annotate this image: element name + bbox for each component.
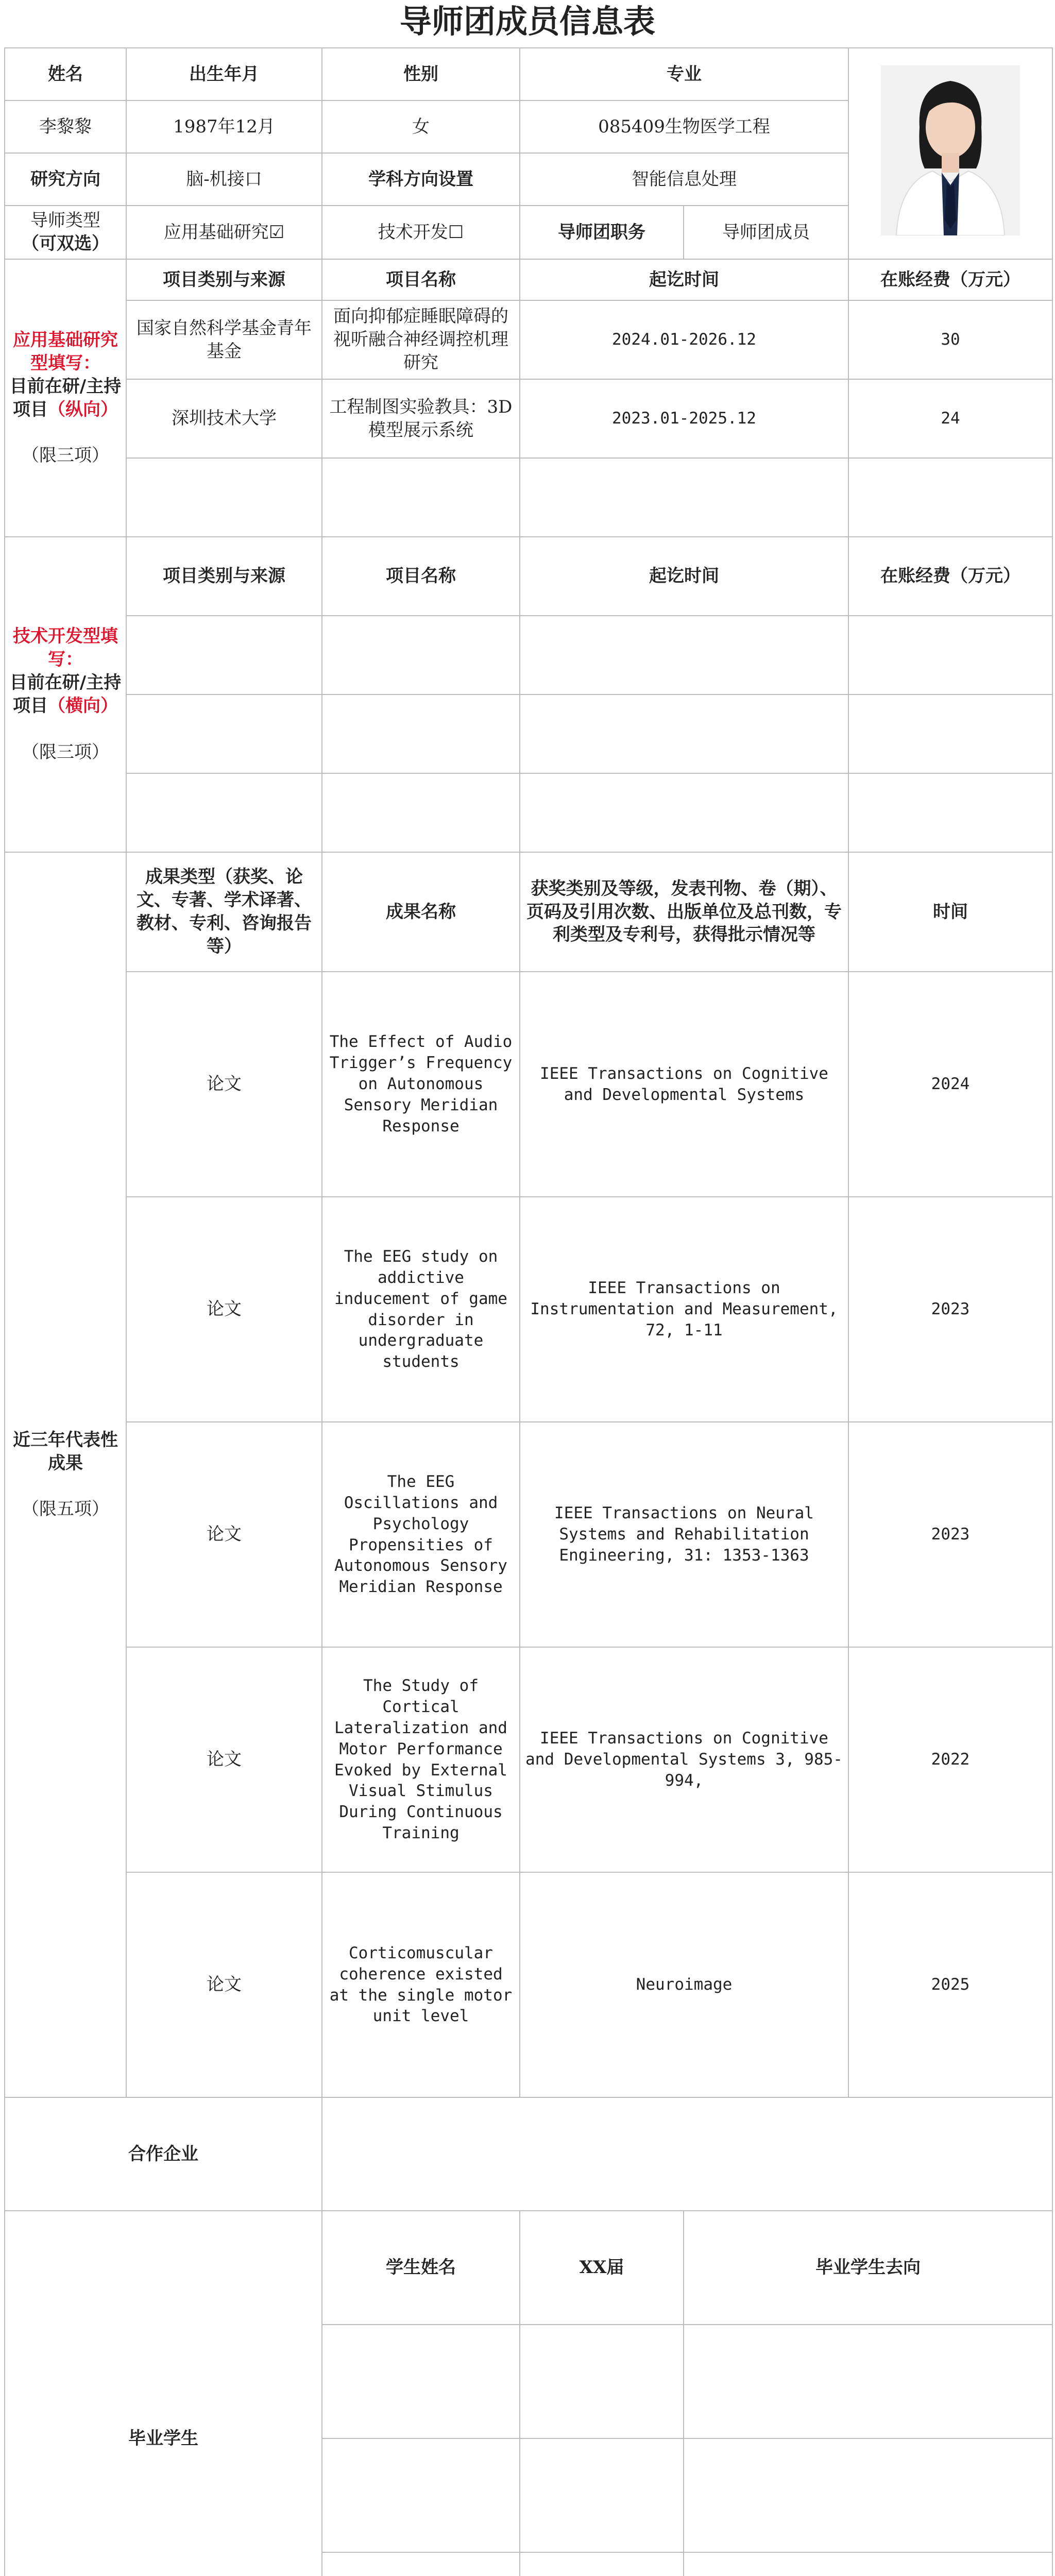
- table-row: [5, 1872, 1052, 2097]
- project-source: 国家自然科学基金青年基金: [126, 300, 322, 379]
- tech-projects-label: [5, 537, 126, 852]
- table-row-empty: [5, 616, 1052, 694]
- project-source: 深圳技术大学: [126, 379, 322, 458]
- achievement-year: 2024: [848, 972, 1052, 1197]
- empty-cell[interactable]: [848, 694, 1052, 773]
- project-funds: 24: [848, 379, 1052, 458]
- table-row: [5, 972, 1052, 1197]
- basic-projects-label-d: （限三项）: [22, 445, 109, 466]
- empty-cell[interactable]: [126, 616, 322, 694]
- empty-cell[interactable]: [848, 616, 1052, 694]
- major-label: 专业: [520, 48, 848, 100]
- achievement-type: 论文: [126, 1872, 322, 2097]
- achievement-name: Corticomuscular coherence existed at the single motor unit level: [322, 1872, 520, 2097]
- tech-projects-col-source: 项目类别与来源: [126, 537, 322, 616]
- achievements-label: [5, 852, 126, 2097]
- major-value: 085409生物医学工程: [520, 100, 848, 153]
- cooperation-value[interactable]: [322, 2097, 1052, 2211]
- gender-label: 性别: [322, 48, 520, 100]
- empty-cell[interactable]: [848, 458, 1052, 537]
- empty-cell[interactable]: [126, 458, 322, 537]
- table-row: [5, 379, 1052, 458]
- page-title: 导师团成员信息表: [399, 3, 655, 40]
- empty-cell[interactable]: [520, 2325, 684, 2438]
- empty-cell[interactable]: [684, 2325, 1052, 2438]
- basic-projects-label-b: 目前在研/主持项目: [9, 376, 122, 420]
- achievement-name: The EEG Oscillations and Psychology Propensities of Autonomous Sensory Meridian Response: [322, 1422, 520, 1647]
- table-row-empty: [5, 773, 1052, 852]
- achievements-label-b: （限五项）: [22, 1499, 109, 1520]
- empty-cell[interactable]: [520, 2438, 684, 2552]
- birth-label: 出生年月: [126, 48, 322, 100]
- cooperation-label: 合作企业: [5, 2097, 322, 2211]
- type-tech-option[interactable]: [322, 206, 520, 259]
- project-period: 2024.01-2026.12: [520, 300, 848, 379]
- achievement-year: 2023: [848, 1197, 1052, 1422]
- tutor-type-label: [5, 206, 126, 259]
- tech-projects-label-c: （横向）: [48, 696, 118, 716]
- basic-header-row: [5, 48, 1052, 100]
- gender-value: 女: [322, 100, 520, 153]
- achievement-type: 论文: [126, 1647, 322, 1872]
- basic-projects-label-a: 应用基础研究型填写：: [13, 329, 118, 374]
- basic-projects-label-c: （纵向）: [48, 399, 118, 420]
- basic-projects-col-period: 起讫时间: [520, 259, 848, 300]
- graduates-col-destination: 毕业学生去向: [684, 2211, 1052, 2325]
- type-tech-label: 技术开发: [378, 222, 448, 243]
- table-row: [5, 300, 1052, 379]
- checked-box-icon[interactable]: ☑: [268, 222, 285, 243]
- table-row: [5, 1422, 1052, 1647]
- basic-projects-col-name: 项目名称: [322, 259, 520, 300]
- tech-projects-label-b: 目前在研/主持项目: [9, 672, 122, 716]
- graduates-col-class: XX届: [520, 2211, 684, 2325]
- empty-cell[interactable]: [322, 2552, 520, 2576]
- achievement-year: 2025: [848, 1872, 1052, 2097]
- achievement-type: 论文: [126, 1422, 322, 1647]
- table-row: [5, 1647, 1052, 1872]
- achievements-label-a: 近三年代表性成果: [13, 1429, 118, 1473]
- empty-cell[interactable]: [126, 773, 322, 852]
- achievement-year: 2022: [848, 1647, 1052, 1872]
- tech-projects-header-row: [5, 537, 1052, 616]
- achievements-col-venue: 获奖类别及等级，发表刊物、卷（期）、页码及引用次数、出版单位及总刊数，专利类型及专利号，获得批示情况等: [520, 852, 848, 972]
- achievement-venue: IEEE Transactions on Cognitive and Developmental Systems 3, 985-994,: [520, 1647, 848, 1872]
- cooperation-row: [5, 2097, 1052, 2211]
- tutor-type-label-line1: 导师类型: [30, 210, 100, 231]
- research-label: 研究方向: [5, 153, 126, 206]
- basic-projects-label: [5, 259, 126, 537]
- empty-cell[interactable]: [520, 616, 848, 694]
- graduates-col-name: 学生姓名: [322, 2211, 520, 2325]
- discipline-value: 智能信息处理: [520, 153, 848, 206]
- table-row: [5, 1197, 1052, 1422]
- empty-cell[interactable]: [322, 773, 520, 852]
- empty-cell[interactable]: [322, 458, 520, 537]
- empty-cell[interactable]: [520, 2552, 684, 2576]
- project-funds: 30: [848, 300, 1052, 379]
- graduates-header-row: [5, 2211, 1052, 2325]
- achievement-name: The EEG study on addictive inducement of game disorder in undergraduate students: [322, 1197, 520, 1422]
- basic-projects-header-row: [5, 259, 1052, 300]
- photo-cell: [848, 48, 1052, 259]
- table-row-empty: [5, 694, 1052, 773]
- achievement-venue: IEEE Transactions on Instrumentation and Measurement, 72, 1-11: [520, 1197, 848, 1422]
- birth-value: 1987年12月: [126, 100, 322, 153]
- achievement-name: The Effect of Audio Trigger’s Frequency on Autonomous Sensory Meridian Response: [322, 972, 520, 1197]
- role-value: 导师团成员: [684, 206, 848, 259]
- achievement-type: 论文: [126, 972, 322, 1197]
- achievement-name: The Study of Cortical Lateralization and Motor Performance Evoked by External Visual Stimulus During Continuous Training: [322, 1647, 520, 1872]
- type-basic-option[interactable]: [126, 206, 322, 259]
- discipline-label: 学科方向设置: [322, 153, 520, 206]
- achievement-venue: IEEE Transactions on Cognitive and Developmental Systems: [520, 972, 848, 1197]
- empty-cell[interactable]: [684, 2438, 1052, 2552]
- portrait-photo: [881, 65, 1020, 235]
- empty-cell[interactable]: [126, 694, 322, 773]
- achievements-col-type: 成果类型（获奖、论文、专著、学术译著、教材、专利、咨询报告等）: [126, 852, 322, 972]
- achievement-venue: IEEE Transactions on Neural Systems and Rehabilitation Engineering, 31: 1353-1363: [520, 1422, 848, 1647]
- empty-cell[interactable]: [848, 773, 1052, 852]
- basic-projects-col-funds: 在账经费（万元）: [848, 259, 1052, 300]
- empty-cell[interactable]: [322, 2325, 520, 2438]
- basic-projects-col-source: 项目类别与来源: [126, 259, 322, 300]
- research-value: 脑-机接口: [126, 153, 322, 206]
- tech-projects-label-a: 技术开发型填写：: [13, 626, 118, 670]
- tech-projects-col-name: 项目名称: [322, 537, 520, 616]
- empty-cell[interactable]: [520, 773, 848, 852]
- achievement-venue: Neuroimage: [520, 1872, 848, 2097]
- achievement-type: 论文: [126, 1197, 322, 1422]
- project-name: 工程制图实验教具：3D模型展示系统: [322, 379, 520, 458]
- empty-cell[interactable]: [322, 616, 520, 694]
- type-basic-label: 应用基础研究: [163, 222, 269, 243]
- empty-cell[interactable]: [322, 694, 520, 773]
- tech-projects-label-d: （限三项）: [22, 741, 109, 762]
- achievements-col-name: 成果名称: [322, 852, 520, 972]
- tutor-type-label-line2: （可双选）: [22, 233, 109, 254]
- project-name: 面向抑郁症睡眠障碍的视听融合神经调控机理研究: [322, 300, 520, 379]
- achievements-header-row: [5, 852, 1052, 972]
- achievements-col-year: 时间: [848, 852, 1052, 972]
- info-form-table: [4, 47, 1053, 2576]
- empty-cell[interactable]: [684, 2552, 1052, 2576]
- role-label: 导师团职务: [520, 206, 684, 259]
- name-label: 姓名: [5, 48, 126, 100]
- empty-cell[interactable]: [322, 2438, 520, 2552]
- graduates-label: 毕业学生: [5, 2211, 322, 2576]
- project-period: 2023.01-2025.12: [520, 379, 848, 458]
- achievement-year: 2023: [848, 1422, 1052, 1647]
- tech-projects-col-funds: 在账经费（万元）: [848, 537, 1052, 616]
- tech-projects-col-period: 起讫时间: [520, 537, 848, 616]
- unchecked-box-icon[interactable]: ☐: [448, 222, 464, 243]
- empty-cell[interactable]: [520, 458, 848, 537]
- name-value: 李黎黎: [5, 100, 126, 153]
- table-row-empty: [5, 458, 1052, 537]
- empty-cell[interactable]: [520, 694, 848, 773]
